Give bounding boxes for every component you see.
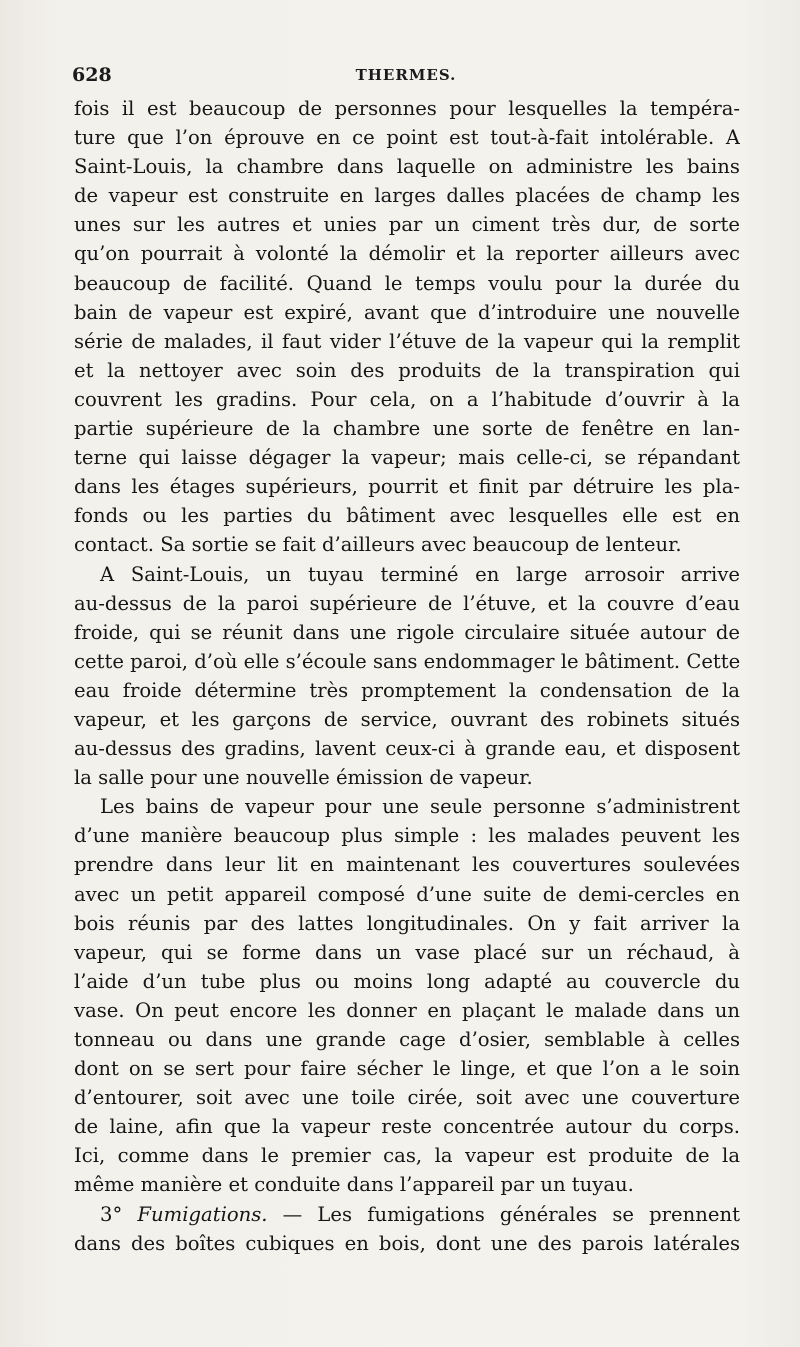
text-line: au-dessus des gradins, lavent ceux-ci à grande eau, et disposent [74,737,740,761]
text-line: dans les étages supérieurs, pourrit et finit par détruire les pla- [74,475,740,499]
text-line: ture que l’on éprouve en ce point est tout-à-fait intolérable. A [74,126,740,150]
text-line: couvrent les gradins. Pour cela, on a l’habitude d’ouvrir à la [74,387,740,411]
text-line: au-dessus de la paroi supérieure de l’étuve, et la couvre d’eau [74,591,740,615]
text-line: l’aide d’un tube plus ou moins long adapté au couvercle du [74,969,740,993]
section-label: Fumigations. [137,1202,268,1226]
text-line: dont on se sert pour faire sécher le linge, et que l’on a le soin [74,1057,740,1081]
text-line: de laine, afin que la vapeur reste concentrée autour du corps. [74,1115,740,1139]
text-line: Saint-Louis, la chambre dans laquelle on administre les bains [74,155,740,179]
text-line: tonneau ou dans une grande cage d’osier, semblable à celles [74,1028,740,1051]
text-line: série de malades, il faut vider l’étuve de la vapeur qui la remplit [74,329,740,353]
text-line: vapeur, qui se forme dans un vase placé sur un réchaud, à [74,940,740,964]
section-text: — Les fumigations générales se prennent [282,1202,740,1226]
text-line: vase. On peut encore les donner en plaçant le malade dans un [74,998,740,1022]
text-line: d’entourer, soit avec une toile cirée, soit avec une couverture [74,1086,740,1110]
page-header [72,64,740,88]
text-line: unes sur les autres et unies par un ciment très dur, de sorte [74,213,740,237]
fumigations-heading-line [74,1200,740,1229]
text-line: dans des boîtes cubiques en bois, dont une des parois latérales [74,1231,740,1255]
text-line: cette paroi, d’où elle s’écoule sans endommager le bâtiment. Cette [74,649,740,673]
text-line: la salle pour une nouvelle émission de vapeur. [74,766,533,790]
text-line: beaucoup de facilité. Quand le temps voulu pour la durée du [74,271,740,295]
text-line: terne qui laisse dégager la vapeur; mais celle-ci, se répandant [74,446,740,470]
text-line: eau froide détermine très promptement la condensation de la [74,678,740,702]
text-line: bain de vapeur est expiré, avant que d’introduire une nouvelle [74,300,740,324]
text-line: vapeur, et les garçons de service, ouvrant des robinets situés [74,707,740,731]
paragraph-start-line: A Saint-Louis, un tuyau terminé en large arrosoir arrive [100,562,740,586]
text-line: contact. Sa sortie se fait d’ailleurs avec beaucoup de lenteur. [74,533,682,557]
text-line: et la nettoyer avec soin des produits de la transpiration qui [74,358,740,382]
text-line: fonds ou les parties du bâtiment avec lesquelles elle est en [74,504,740,528]
text-line: partie supérieure de la chambre une sorte de fenêtre en lan- [74,417,740,441]
running-head: THERMES. [355,66,457,84]
text-line: Ici, comme dans le premier cas, la vapeur est produite de la [74,1144,740,1168]
text-line: prendre dans leur lit en maintenant les couvertures soulevées [74,853,740,877]
text-line: d’une manière beaucoup plus simple : les malades peuvent les [74,824,740,848]
body-text [74,94,740,1258]
text-line: bois réunis par des lattes longitudinales. On y fait arriver la [74,911,740,935]
text-line: même manière et conduite dans l’appareil par un tuyau. [74,1173,634,1197]
section-number: 3° [100,1202,123,1226]
text-line: froide, qui se réunit dans une rigole circulaire située autour de [74,620,740,644]
text-line: fois il est beaucoup de personnes pour lesquelles la tempéra- [74,97,740,120]
text-line: avec un petit appareil composé d’une suite de demi-cercles en [74,882,740,906]
text-line: de vapeur est construite en larges dalles placées de champ les [74,184,740,208]
paragraph-start-line: Les bains de vapeur pour une seule personne s’administrent [100,795,740,819]
text-line: qu’on pourrait à volonté la démolir et la reporter ailleurs avec [74,242,740,266]
page-number: 628 [72,64,112,86]
